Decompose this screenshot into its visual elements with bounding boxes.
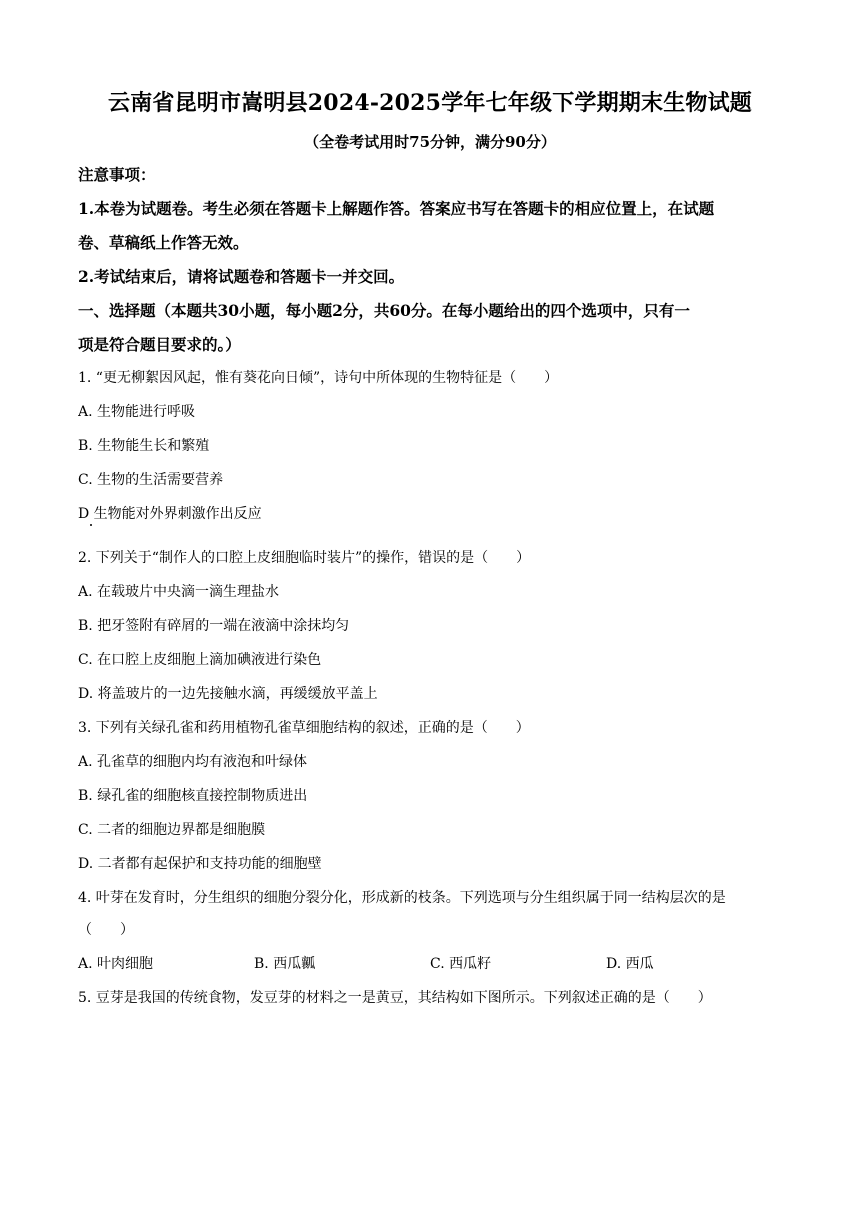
- question-3-stem: 3. 下列有关绿孔雀和药用植物孔雀草细胞结构的叙述，正确的是（ ）: [78, 720, 530, 736]
- question-4-option-c: C. 西瓜籽: [430, 956, 492, 972]
- question-4-stem-line-1: 4. 叶芽在发育时，分生组织的细胞分裂分化，形成新的枝条。下列选项与分生组织属于同一结构层次的是: [78, 890, 726, 906]
- question-2-option-b: B. 把牙签附有碎屑的一端在液滴中涂抹均匀: [78, 618, 350, 634]
- question-4-option-b: B. 西瓜瓤: [254, 956, 316, 972]
- notice-item-2: 2.考试结束后，请将试题卷和答题卡一并交回。: [78, 267, 405, 286]
- question-2-option-a: A. 在载玻片中央滴一滴生理盐水: [78, 584, 280, 600]
- question-4-stem-line-2: （ ）: [78, 922, 134, 938]
- question-1-option-a: A. 生物能进行呼吸: [78, 404, 196, 420]
- question-5-stem: 5. 豆芽是我国的传统食物，发豆芽的材料之一是黄豆，其结构如下图所示。下列叙述正确的是（ ）: [78, 990, 712, 1006]
- section-1-heading-line-2: 项是符合题目要求的。）: [78, 335, 241, 354]
- notice-heading: 注意事项：: [78, 165, 156, 184]
- question-4-options: [78, 954, 790, 974]
- question-2-option-c: C. 在口腔上皮细胞上滴加碘液进行染色: [78, 652, 322, 668]
- question-1-option-b: B. 生物能生长和繁殖: [78, 438, 210, 454]
- question-4-option-a: A. 叶肉细胞: [78, 956, 154, 972]
- section-1-heading-line-1: 一、选择题（本题共30小题，每小题2分，共60分。在每小题给出的四个选项中，只有一: [78, 301, 690, 320]
- question-1-option-c: C. 生物的生活需要营养: [78, 472, 224, 488]
- question-3-option-b: B. 绿孔雀的细胞核直接控制物质进出: [78, 788, 308, 804]
- question-1-option-d: D 生物能对外界刺激作出反应: [78, 506, 262, 522]
- notice-item-1-line-1: 1.本卷为试题卷。考生必须在答题卡上解题作答。答案应书写在答题卡的相应位置上，在试题: [78, 199, 715, 218]
- exam-subtitle: （全卷考试用时75分钟，满分90分）: [304, 133, 556, 151]
- notice-item-1-line-2: 卷、草稿纸上作答无效。: [78, 233, 249, 252]
- question-2-option-d: D. 将盖玻片的一边先接触水滴，再缓缓放平盖上: [78, 686, 378, 702]
- question-3-option-a: A. 孔雀草的细胞内均有液泡和叶绿体: [78, 754, 308, 770]
- question-3-option-c: C. 二者的细胞边界都是细胞膜: [78, 822, 266, 838]
- question-2-stem: 2. 下列关于“制作人的口腔上皮细胞临时装片”的操作，错误的是（ ）: [78, 550, 531, 566]
- stray-dot-mark: [90, 524, 92, 526]
- exam-title: 云南省昆明市嵩明县2024-2025学年七年级下学期期末生物试题: [108, 90, 752, 116]
- question-4-option-d: D. 西瓜: [606, 956, 654, 972]
- question-1-stem: 1. “更无柳絮因风起，惟有葵花向日倾”，诗句中所体现的生物特征是（ ）: [78, 370, 559, 386]
- question-3-option-d: D. 二者都有起保护和支持功能的细胞壁: [78, 856, 322, 872]
